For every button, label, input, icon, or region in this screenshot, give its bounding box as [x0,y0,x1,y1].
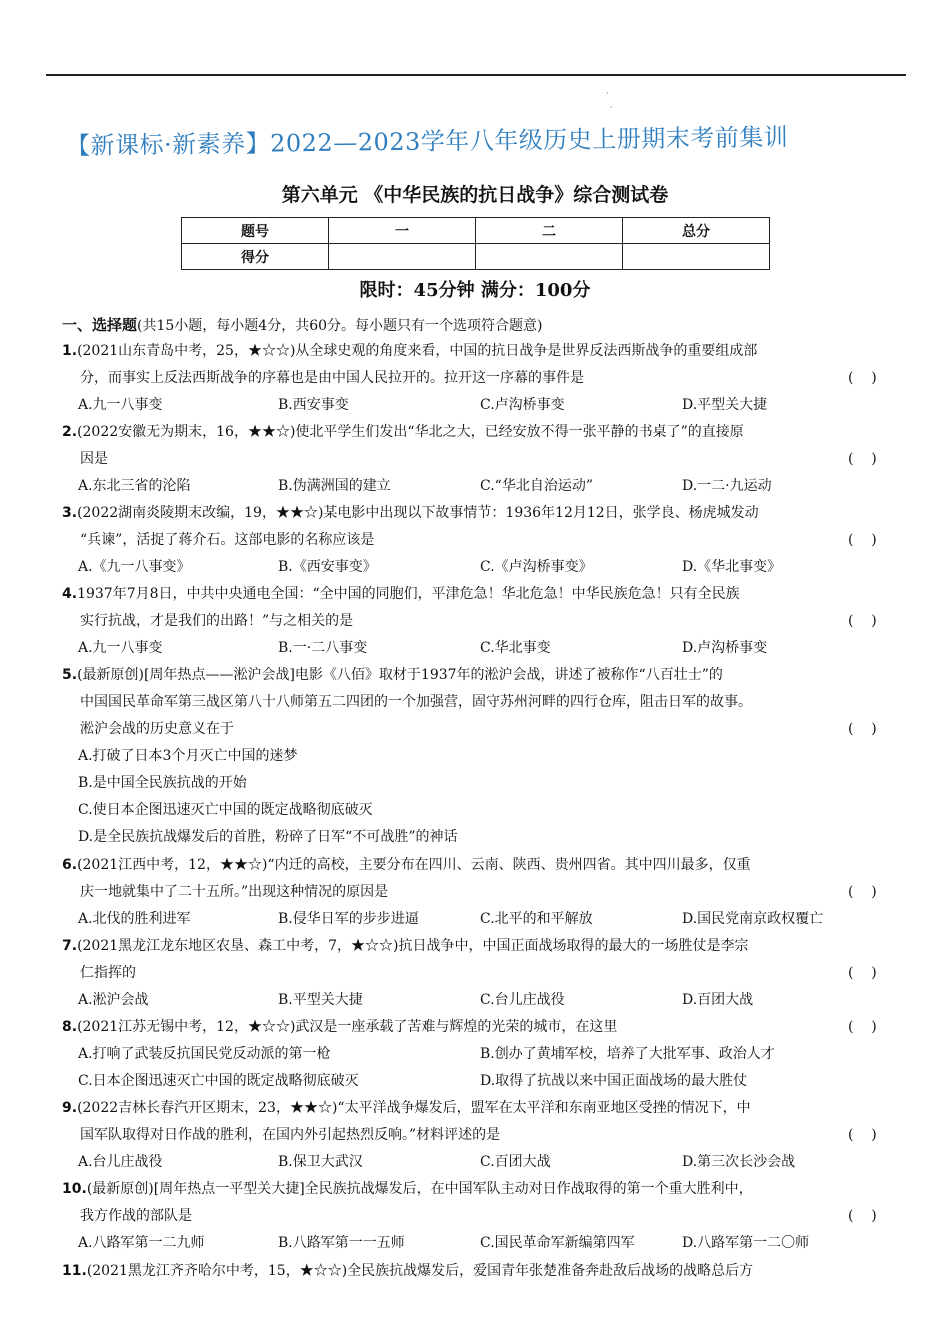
option-d[interactable]: D.国民党南京政权覆亡 [682,911,824,927]
option-d[interactable]: D.《华北事变》 [682,559,782,575]
score-table-header-row [182,218,770,244]
question-8 [62,1014,892,1095]
score-header-cell: 题号 [182,218,329,244]
option-a[interactable]: A.东北三省的沦陷 [78,478,191,494]
option-a[interactable]: A.北伐的胜利进军 [78,911,191,927]
option-b[interactable]: B.创办了黄埔军校，培养了大批军事、政治人才 [480,1046,775,1062]
question-text: (2021黑龙江齐齐哈尔中考，15，★☆☆)全民族抗战爆发后，爱国青年张楚准备奔赴敌后战场的战略总后方 [86,1263,754,1279]
option-c[interactable]: C.卢沟桥事变 [480,397,565,413]
question-text: (最新原创)[周年热点——淞沪会战]电影《八佰》取材于1937年的淞沪会战，讲述了被称作“八百壮士”的 [77,667,723,683]
decorative-dot: · [610,103,613,112]
question-text: (2021黑龙江龙东地区农垦、森工中考，7，★☆☆)抗日战争中，中国正面战场取得的最大的一场胜仗是李宗 [77,938,749,954]
answer-bracket[interactable]: ( ) [848,1208,877,1224]
question-number: 11. [62,1263,87,1279]
question-9 [62,1095,892,1176]
option-d[interactable]: D.百团大战 [682,992,754,1008]
option-b[interactable]: B.平型关大捷 [278,992,363,1008]
question-text: 国军队取得对日作战的胜利，在国内外引起热烈反响。”材料评述的是 [80,1127,501,1143]
option-a[interactable]: A.台儿庄战役 [78,1154,163,1170]
answer-bracket[interactable]: ( ) [848,451,877,467]
option-a[interactable]: A.八路军第一二九师 [78,1235,205,1251]
option-a[interactable]: A.九一八事变 [78,397,163,413]
option-c[interactable]: C.国民革命军新编第四军 [480,1235,635,1251]
question-text: 中国国民革命军第三战区第八十八师第五二四团的一个加强营，固守苏州河畔的四行仓库，阻击日军的故事。 [80,694,752,710]
option-d[interactable]: D.一二·九运动 [682,478,772,494]
score-table [181,217,770,270]
question-number: 5. [62,667,78,683]
question-text: 实行抗战，才是我们的出路！”与之相关的是 [80,613,354,629]
option-c[interactable]: C.日本企图迅速灭亡中国的既定战略彻底破灭 [78,1073,359,1089]
option-d[interactable]: D.是全民族抗战爆发后的首胜，粉碎了日军“不可战胜”的神话 [78,829,458,845]
question-number: 1. [62,343,78,359]
answer-bracket[interactable]: ( ) [848,965,877,981]
top-rule [46,74,906,76]
option-b[interactable]: B.侵华日军的步步进逼 [278,911,419,927]
score-cell[interactable] [476,244,623,270]
question-text: 庆一地就集中了二十五所。”出现这种情况的原因是 [80,884,389,900]
question-10 [62,1176,892,1257]
page-title: 第六单元 《中华民族的抗日战争》综合测试卷 [281,184,669,206]
option-c[interactable]: C.台儿庄战役 [480,992,565,1008]
question-number: 7. [62,938,78,954]
option-b[interactable]: B.《西安事变》 [278,559,377,575]
option-a[interactable]: A.九一八事变 [78,640,163,656]
question-text: (最新原创)[周年热点一平型关大捷]全民族抗战爆发后，在中国军队主动对日作战取得的第一个重大胜利中， [86,1181,753,1197]
question-text: 分，而事实上反法西斯战争的序幕也是由中国人民拉开的。拉开这一序幕的事件是 [80,370,584,386]
option-c[interactable]: C.《卢沟桥事变》 [480,559,593,575]
question-text: 淞沪会战的历史意义在于 [80,721,234,737]
question-text: (2021江西中考，12，★★☆)“内迁的高校，主要分布在四川、云南、陕西、贵州四省。其中四川最多，仅重 [77,857,751,873]
question-text: 我方作战的部队是 [80,1208,192,1224]
score-header-cell: 总分 [623,218,770,244]
option-a[interactable]: A.打响了武装反抗国民党反动派的第一枪 [78,1046,331,1062]
question-11 [62,1258,892,1285]
question-number: 6. [62,857,78,873]
score-cell[interactable] [623,244,770,270]
option-b[interactable]: B.一·二八事变 [278,640,368,656]
section-heading [62,314,542,335]
option-c[interactable]: C.百团大战 [480,1154,551,1170]
question-number: 9. [62,1100,78,1116]
question-text: (2022安徽无为期末，16，★★☆)使北平学生们发出“华北之大，已经安放不得一张平静的书桌了”的直接原 [77,424,744,440]
option-c[interactable]: C.使日本企图迅速灭亡中国的既定战略彻底破灭 [78,802,373,818]
score-table-score-row [182,244,770,270]
score-cell[interactable] [329,244,476,270]
option-b[interactable]: B.西安事变 [278,397,349,413]
answer-bracket[interactable]: ( ) [848,613,877,629]
question-number: 3. [62,505,78,521]
question-text: “兵谏”，活捉了蒋介石。这部电影的名称应该是 [80,532,375,548]
option-d[interactable]: D.卢沟桥事变 [682,640,768,656]
question-text: (2021山东青岛中考，25，★☆☆)从全球史观的角度来看，中国的抗日战争是世界反法西斯战争的重要组成部 [77,343,758,359]
question-text: (2021江苏无锡中考，12，★☆☆)武汉是一座承载了苦难与辉煌的光荣的城市，在这里 [77,1019,618,1035]
question-number: 10. [62,1181,87,1197]
answer-bracket[interactable]: ( ) [848,721,877,737]
question-2 [62,419,892,500]
option-c[interactable]: C.北平的和平解放 [480,911,593,927]
option-d[interactable]: D.取得了抗战以来中国正面战场的最大胜仗 [480,1073,748,1089]
score-row-label: 得分 [182,244,329,270]
question-text: 1937年7月8日，中共中央通电全国：“全中国的同胞们，平津危急！华北危急！中华民族危急！只有全民族 [77,586,740,602]
answer-bracket[interactable]: ( ) [848,1127,877,1143]
question-6 [62,852,892,933]
question-number: 4. [62,586,78,602]
option-a[interactable]: A.打破了日本3个月灭亡中国的迷梦 [78,748,298,764]
option-b[interactable]: B.是中国全民族抗战的开始 [78,775,247,791]
option-c[interactable]: C.华北事变 [480,640,551,656]
answer-bracket[interactable]: ( ) [848,884,877,900]
score-header-cell: 一 [329,218,476,244]
question-text: 因是 [80,451,108,467]
question-1 [62,338,892,419]
answer-bracket[interactable]: ( ) [848,370,877,386]
question-4 [62,581,892,662]
option-a[interactable]: A.淞沪会战 [78,992,149,1008]
section-note: (共15小题，每小题4分，共60分。每小题只有一个选项符合题意) [137,318,543,334]
question-number: 2. [62,424,78,440]
question-7 [62,933,892,1014]
question-number: 8. [62,1019,78,1035]
option-b[interactable]: B.保卫大武汉 [278,1154,363,1170]
option-b[interactable]: B.伪满洲国的建立 [278,478,391,494]
question-text: 仁指挥的 [80,965,136,981]
answer-bracket[interactable]: ( ) [848,532,877,548]
score-header-cell: 二 [476,218,623,244]
option-d[interactable]: D.平型关大捷 [682,397,768,413]
banner-title: 【新课标·新素养】2022—2023学年八年级历史上册期末考前集训 [65,123,789,160]
question-text: (2022湖南炎陵期末改编，19，★★☆)某电影中出现以下故事情节：1936年12月12日，张学良、杨虎城发动 [77,505,759,521]
question-3 [62,500,892,581]
answer-bracket[interactable]: ( ) [848,1019,877,1035]
option-d[interactable]: D.八路军第一二〇师 [682,1235,810,1251]
question-5 [62,662,892,851]
option-d[interactable]: D.第三次长沙会战 [682,1154,796,1170]
option-b[interactable]: B.八路军第一一五师 [278,1235,405,1251]
section-label: 一、选择题 [62,316,138,334]
question-text: (2022吉林长春汽开区期末，23，★★☆)“太平洋战争爆发后，盟军在太平洋和东南亚地区受挫的情况下，中 [77,1100,751,1116]
decorative-dot: · [606,89,609,98]
time-limit: 限时：45分钟 满分：100分 [359,280,591,301]
option-a[interactable]: A.《九一八事变》 [78,559,191,575]
option-c[interactable]: C.“华北自治运动” [480,478,593,494]
